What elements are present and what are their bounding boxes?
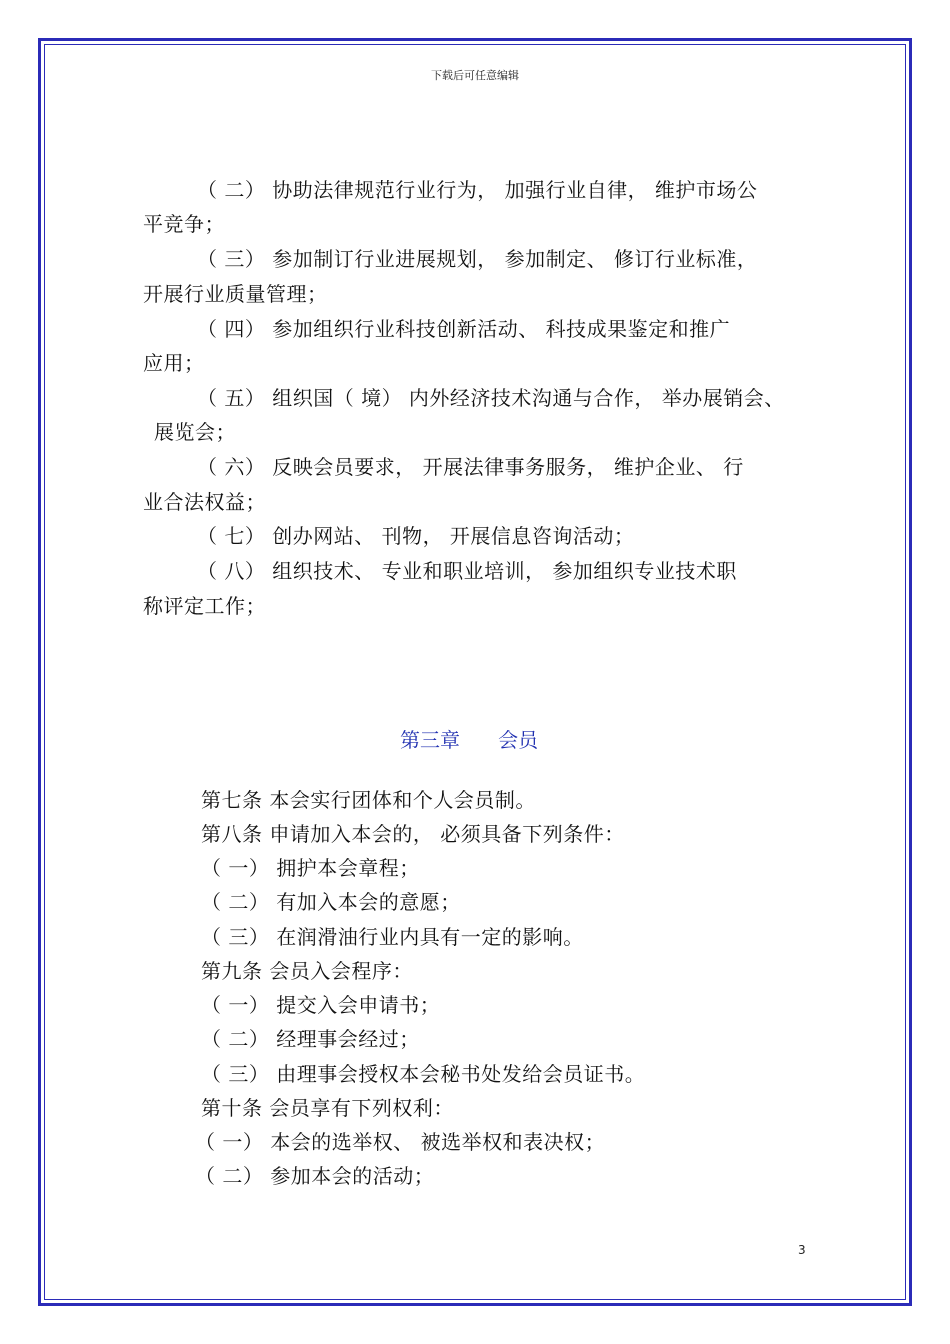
section-one-line: 展览会；	[154, 420, 236, 444]
article-line: （ 二） 参加本会的活动；	[195, 1164, 435, 1188]
article-line: （ 二） 有加入本会的意愿；	[201, 890, 461, 914]
article-line: （ 一） 提交入会申请书；	[201, 993, 441, 1017]
section-one-line: （ 三） 参加制订行业进展规划， 参加制定、 修订行业标准，	[197, 247, 758, 271]
article-line: （ 一） 本会的选举权、 被选举权和表决权；	[195, 1130, 606, 1154]
section-one-line: 开展行业质量管理；	[143, 282, 328, 306]
section-one-line: 应用；	[143, 351, 205, 375]
article-line: 第九条 会员入会程序：	[201, 959, 413, 983]
section-one-line: （ 六） 反映会员要求， 开展法律事务服务， 维护企业、 行	[197, 455, 744, 479]
article-line: （ 二） 经理事会经过；	[201, 1027, 420, 1051]
article-line: （ 三） 由理事会授权本会秘书处发给会员证书。	[201, 1062, 646, 1086]
section-one-line: （ 二） 协助法律规范行业行为， 加强行业自律， 维护市场公	[197, 178, 758, 202]
article-line: 第八条 申请加入本会的， 必须具备下列条件：	[201, 822, 625, 846]
section-one-line: 业合法权益；	[143, 490, 266, 514]
article-line: 第七条 本会实行团体和个人会员制。	[201, 788, 536, 812]
section-one-line: 平竞争；	[143, 212, 225, 236]
chapter-title: 第三章 会员	[400, 728, 539, 752]
page-number: 3	[798, 1243, 806, 1257]
section-one-line: 称评定工作；	[143, 594, 266, 618]
section-one-line: （ 八） 组织技术、 专业和职业培训， 参加组织专业技术职	[197, 559, 737, 583]
article-line: （ 一） 拥护本会章程；	[201, 856, 420, 880]
section-one-line: （ 七） 创办网站、 刊物， 开展信息咨询活动；	[197, 524, 635, 548]
article-line: （ 三） 在润滑油行业内具有一定的影响。	[201, 925, 584, 949]
section-one-line: （ 五） 组织国（ 境） 内外经济技术沟通与合作， 举办展销会、	[197, 386, 785, 410]
section-one-line: （ 四） 参加组织行业科技创新活动、 科技成果鉴定和推广	[197, 317, 731, 341]
article-line: 第十条 会员享有下列权利：	[201, 1096, 454, 1120]
header-note: 下载后可任意编辑	[431, 69, 519, 82]
